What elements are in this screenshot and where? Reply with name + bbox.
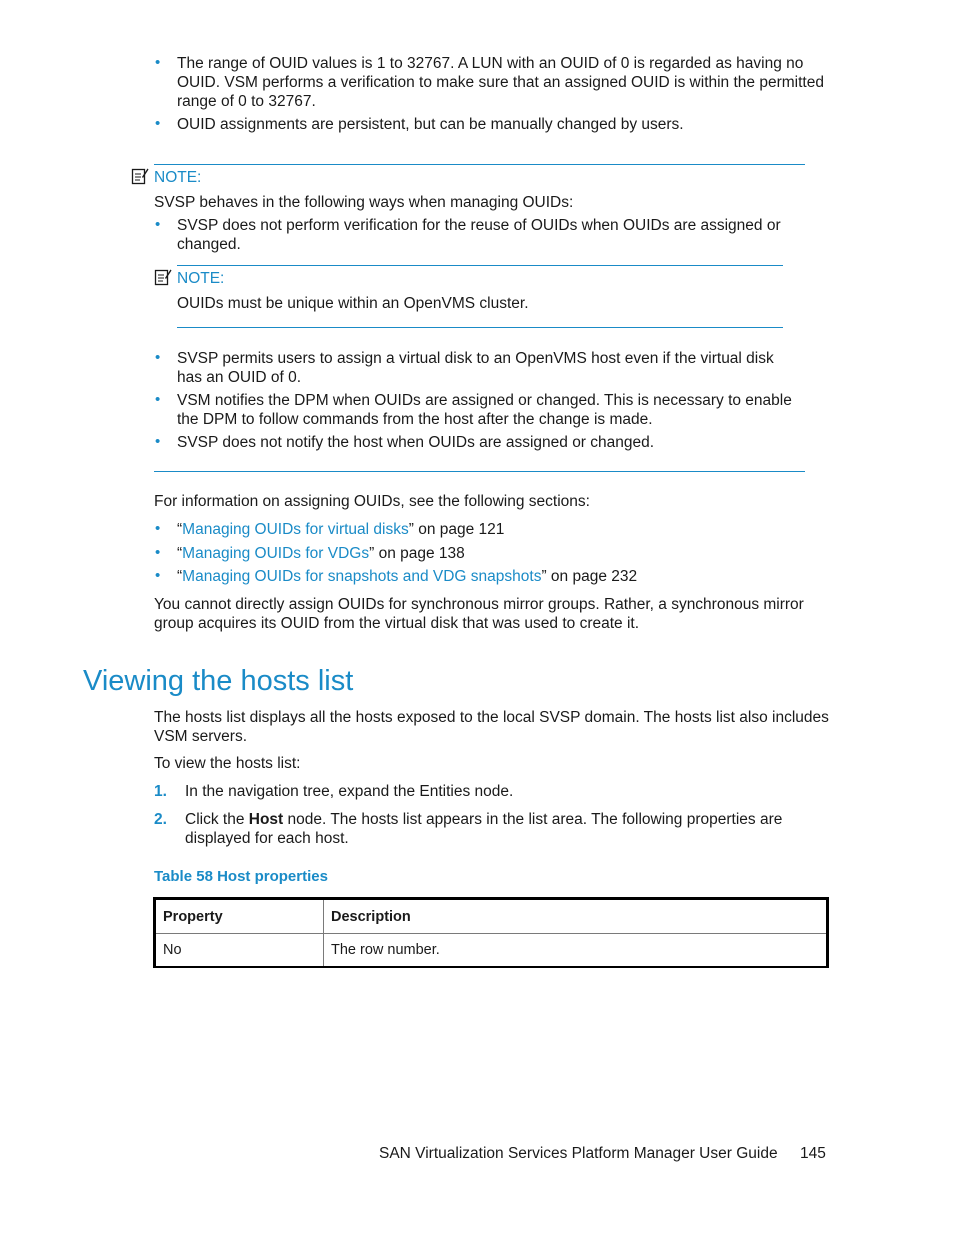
bullet-dot: •: [155, 544, 161, 561]
step-number: 2.: [154, 811, 167, 828]
bullet-dot: •: [155, 349, 161, 366]
section-para2: To view the hosts list:: [154, 755, 301, 772]
step-text-post: node. The hosts list appears in the list area. The following properties are displayed for each host.: [185, 811, 783, 847]
bullet-text: OUID assignments are persistent, but can be manually changed by users.: [177, 116, 684, 133]
bullet-dot: •: [155, 216, 161, 233]
nested-note-top-rule: [177, 265, 783, 266]
ref-page: ” on page 232: [541, 568, 638, 585]
ref-item: [177, 544, 827, 563]
bullet-dot: •: [155, 567, 161, 584]
refs-intro: For information on assigning OUIDs, see the following sections:: [154, 493, 590, 510]
bullet-text: SVSP does not notify the host when OUIDs are assigned or changed.: [177, 434, 655, 451]
table-header-cell: Description: [324, 899, 828, 934]
table-caption: Table 58 Host properties: [154, 868, 328, 885]
section-title: Viewing the hosts list: [83, 665, 354, 697]
bullet-dot: •: [155, 391, 161, 408]
bullet-dot: •: [155, 520, 161, 537]
table-row: [155, 934, 828, 968]
nested-note-label: NOTE:: [177, 270, 225, 287]
note-top-rule: [154, 164, 805, 165]
note-intro: SVSP behaves in the following ways when managing OUIDs:: [154, 194, 574, 211]
note-icon: [154, 268, 172, 286]
bullet-text: VSM notifies the DPM when OUIDs are assigned or changed. This is necessary to enable the DPM to follow commands from the host after the change is made.: [177, 392, 792, 428]
ref-link-virtual-disks[interactable]: Managing OUIDs for virtual disks: [182, 521, 409, 538]
bullet-dot: •: [155, 115, 161, 132]
step-text: [185, 810, 830, 848]
ref-item: [177, 520, 827, 539]
ref-link-vdgs[interactable]: Managing OUIDs for VDGs: [182, 545, 370, 562]
table-cell: No: [155, 934, 324, 968]
bullet-text: SVSP does not perform verification for the reuse of OUIDs when OUIDs are assigned or changed.: [177, 217, 781, 253]
ref-page: ” on page 138: [369, 545, 465, 562]
section-para1: The hosts list displays all the hosts exposed to the local SVSP domain. The hosts list also includes VSM servers.: [154, 709, 829, 745]
ref-open-quote: “: [177, 521, 183, 538]
step-text-pre: Click the: [185, 811, 249, 828]
note-bottom-rule: [154, 471, 805, 472]
ref-open-quote: “: [177, 568, 183, 585]
nested-note-bottom-rule: [177, 327, 783, 328]
bullet-text: The range of OUID values is 1 to 32767. A LUN with an OUID of 0 is regarded as having no OUID. VSM performs a verification to make sure that an assigned OUID is within the permitted range of 0 to 32767.: [177, 55, 824, 110]
bullet-dot: •: [155, 54, 161, 71]
host-properties-table: [153, 897, 829, 968]
footer-title: SAN Virtualization Services Platform Manager User Guide: [379, 1145, 778, 1162]
step-number: 1.: [154, 783, 167, 800]
page-number: 145: [800, 1145, 826, 1162]
refs-after: You cannot directly assign OUIDs for synchronous mirror groups. Rather, a synchronous mirror group acquires its OUID from the virtual disk that was used to create it.: [154, 596, 804, 632]
note-icon: [131, 167, 149, 185]
ref-item: [177, 567, 827, 586]
table-header-cell: Property: [155, 899, 324, 934]
table-cell: The row number.: [324, 934, 828, 968]
nested-note-text: OUIDs must be unique within an OpenVMS cluster.: [177, 295, 529, 312]
ref-open-quote: “: [177, 545, 183, 562]
ref-page: ” on page 121: [408, 521, 505, 538]
ref-link-snapshots[interactable]: Managing OUIDs for snapshots and VDG snapshots: [182, 568, 542, 585]
bullet-text: SVSP permits users to assign a virtual disk to an OpenVMS host even if the virtual disk has an OUID of 0.: [177, 350, 774, 386]
table-header-row: [155, 899, 828, 934]
step-text-bold: Host: [248, 811, 284, 828]
note-label: NOTE:: [154, 169, 202, 186]
bullet-dot: •: [155, 433, 161, 450]
step-text: In the navigation tree, expand the Entities node.: [185, 783, 514, 800]
